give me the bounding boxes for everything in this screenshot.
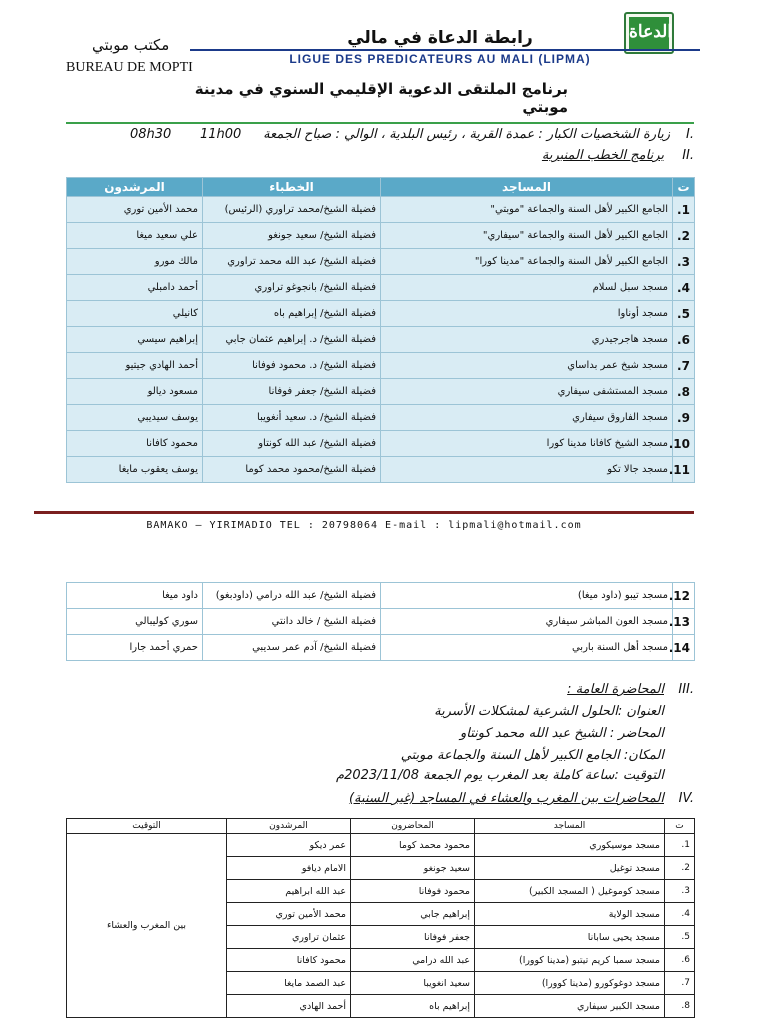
header-lecturer: المحاضرون	[351, 819, 475, 834]
guide-cell: كانيلي	[67, 301, 203, 327]
speaker-cell: فضيلة الشيخ / خالد دانتي	[203, 609, 381, 635]
guide-cell: محمد الأمين توري	[67, 197, 203, 223]
mosque-cell: مسجد دوغوكورو (مدينا كوورا)	[475, 972, 665, 995]
row-number: 1.	[665, 834, 695, 857]
guide-cell: علي سعيد ميغا	[67, 223, 203, 249]
header-num: ت	[665, 819, 695, 834]
guide-cell: الامام ديافو	[227, 857, 351, 880]
mosque-cell: مسجد موسيكوري	[475, 834, 665, 857]
table-row	[67, 609, 695, 635]
header-mosque: المساجد	[381, 178, 673, 197]
guide-cell: إبراهيم سيسي	[67, 327, 203, 353]
header-guide: المرشدون	[227, 819, 351, 834]
logo-text: الدعاة	[629, 17, 669, 49]
table-row	[67, 834, 695, 857]
guide-cell: داود ميغا	[67, 583, 203, 609]
section-text: برنامج الخطب المنبرية	[541, 148, 664, 163]
row-number: 11.	[673, 457, 695, 483]
section-number: IV.	[678, 791, 694, 806]
guide-cell: محمود كافانا	[67, 431, 203, 457]
speaker-cell: فضيلة الشيخ/ سعيد جونغو	[203, 223, 381, 249]
mosque-cell: مسجد سبل لسلام	[381, 275, 673, 301]
table-row	[67, 379, 695, 405]
table-header-row	[67, 178, 695, 197]
table-row	[67, 275, 695, 301]
office-french: BUREAU DE MOPTI	[66, 60, 193, 75]
header-num: ت	[673, 178, 695, 197]
speaker-cell: فضيلة الشيخ/محمد تراوري (الرئيس)	[203, 197, 381, 223]
section-lectures	[300, 791, 694, 809]
speaker-cell: فضيلة الشيخ/ عبد الله درامي (داودبغو)	[203, 583, 381, 609]
guide-cell: سوري كوليبالي	[67, 609, 203, 635]
guide-cell: أحمد الهادي جيتيو	[67, 353, 203, 379]
header-time: التوقيت	[67, 819, 227, 834]
row-number: 2.	[665, 857, 695, 880]
section-number: II.	[682, 148, 694, 163]
row-number: 5.	[673, 301, 695, 327]
guide-cell: مسعود ديالو	[67, 379, 203, 405]
mosque-cell: مسجد أوناوا	[381, 301, 673, 327]
header-rule	[190, 49, 700, 51]
arabic-org-name: رابطة الدعاة في مالي	[347, 28, 533, 48]
guide-cell: عبد الصمد مايغا	[227, 972, 351, 995]
table-row	[67, 249, 695, 275]
speaker-cell: فضيلة الشيخ/ جعفر فوفانا	[203, 379, 381, 405]
header-guide: المرشدون	[67, 178, 203, 197]
lipma-logo	[624, 12, 674, 54]
mosque-cell: مسجد الشيخ كافانا مدينا كورا	[381, 431, 673, 457]
page-footer: BAMAKO – YIRIMADIO TEL : 20798064 E-mail : lipmali@hotmail.com	[146, 520, 582, 531]
table-row	[67, 457, 695, 483]
mosque-cell: مسجد هاجرجيدري	[381, 327, 673, 353]
mosque-cell: مسجد توغيل	[475, 857, 665, 880]
guide-cell: محمود كافانا	[227, 949, 351, 972]
table-row	[67, 635, 695, 661]
lecturer-cell: عبد الله درامي	[351, 949, 475, 972]
row-number: 5.	[665, 926, 695, 949]
row-number: 1.	[673, 197, 695, 223]
speaker-cell: فضيلة الشيخ/ د. سعيد أنغويبا	[203, 405, 381, 431]
title-rule	[66, 122, 694, 124]
guide-cell: يوسف يعقوب مايغا	[67, 457, 203, 483]
lecturer-cell: جعفر فوفانا	[351, 926, 475, 949]
lecture-line: المحاضر : الشيخ عبد الله محمد كونتاو	[459, 726, 664, 741]
lecturer-cell: إبراهيم باه	[351, 995, 475, 1018]
section-lecture	[300, 682, 694, 700]
row-number: 4.	[665, 903, 695, 926]
table-row	[67, 327, 695, 353]
header-speaker: الخطباء	[203, 178, 381, 197]
section-number: I.	[686, 127, 694, 142]
row-number: 12.	[673, 583, 695, 609]
row-number: 10.	[673, 431, 695, 457]
mosque-cell: مسجد كوموغيل ( المسجد الكبير)	[475, 880, 665, 903]
guide-cell: محمد الأمين توري	[227, 903, 351, 926]
footer-rule	[34, 511, 694, 514]
mosque-cell: مسجد يحيى سابانا	[475, 926, 665, 949]
table-row	[67, 223, 695, 249]
row-number: 8.	[673, 379, 695, 405]
sermons-table-continued	[66, 582, 695, 661]
speaker-cell: فضيلة الشيخ/ عبد الله محمد تراوري	[203, 249, 381, 275]
speaker-cell: فضيلة الشيخ/ د. إبراهيم عثمان جابي	[203, 327, 381, 353]
mosque-cell: مسجد الكبير سيفاري	[475, 995, 665, 1018]
mosque-cell: الجامع الكبير لأهل السنة والجماعة "موبتي"	[381, 197, 673, 223]
table-row	[67, 301, 695, 327]
lecturer-cell: سعيد انغويبا	[351, 972, 475, 995]
row-number: 3.	[665, 880, 695, 903]
lecture-line: المكان: الجامع الكبير لأهل السنة والجماعة موبتي	[400, 748, 664, 763]
mosque-cell: مسجد سمبا كريم تيتبو (مدينا كوورا)	[475, 949, 665, 972]
mosque-cell: مسجد الولاية	[475, 903, 665, 926]
mosque-cell: مسجد العون المباشر سيفاري	[381, 609, 673, 635]
table-row	[67, 197, 695, 223]
mosque-cell: مسجد شيخ عمر بداساي	[381, 353, 673, 379]
lecturer-cell: إبراهيم جابي	[351, 903, 475, 926]
french-org-name: LIGUE DES PREDICATEURS AU MALI (LIPMA)	[289, 52, 591, 66]
guide-cell: عمر ديكو	[227, 834, 351, 857]
lecturer-cell: سعيد جونغو	[351, 857, 475, 880]
row-number: 7.	[673, 353, 695, 379]
speaker-cell: فضيلة الشيخ/ آدم عمر سديبي	[203, 635, 381, 661]
table-row	[67, 583, 695, 609]
section-text: زيارة الشخصيات الكبار : عمدة القرية ، رئيس البلدية ، الوالي : صباح الجمعة	[263, 127, 670, 142]
section-text: المحاضرات بين المغرب والعشاء في المساجد (غير السنية)	[348, 791, 664, 806]
guide-cell: أحمد دامبلي	[67, 275, 203, 301]
row-number: 2.	[673, 223, 695, 249]
lectures-table	[66, 818, 695, 1018]
mosque-cell: مسجد الفاروق سيفاري	[381, 405, 673, 431]
lecture-line: التوقيت :ساعة كاملة بعد المغرب يوم الجمعة 2023/11/08م	[336, 768, 664, 783]
row-number: 6.	[673, 327, 695, 353]
section-title: المحاضرة العامة :	[567, 682, 664, 697]
speaker-cell: فضيلة الشيخ/ د. محمود فوفانا	[203, 353, 381, 379]
guide-cell: أحمد الهادي	[227, 995, 351, 1018]
guide-cell: يوسف سيديبي	[67, 405, 203, 431]
lecturer-cell: محمود فوفانا	[351, 880, 475, 903]
section-number: III.	[678, 682, 694, 697]
sermons-table	[66, 177, 695, 483]
speaker-cell: فضيلة الشيخ/ إبراهيم باه	[203, 301, 381, 327]
speaker-cell: فضيلة الشيخ/محمود محمد كوما	[203, 457, 381, 483]
row-number: 4.	[673, 275, 695, 301]
speaker-cell: فضيلة الشيخ/ عبد الله كونتاو	[203, 431, 381, 457]
row-number: 8.	[665, 995, 695, 1018]
guide-cell: عثمان تراوري	[227, 926, 351, 949]
row-number: 13.	[673, 609, 695, 635]
mosque-cell: مسجد تيبو (داود ميغا)	[381, 583, 673, 609]
mosque-cell: مسجد المستشفى سيفاري	[381, 379, 673, 405]
mosque-cell: الجامع الكبير لأهل السنة والجماعة "سيفاري"	[381, 223, 673, 249]
table-row	[67, 353, 695, 379]
time-start: 11h00	[200, 127, 242, 142]
row-number: 3.	[673, 249, 695, 275]
mosque-cell: الجامع الكبير لأهل السنة والجماعة "مدينا كورا"	[381, 249, 673, 275]
mosque-cell: مسجد جالا تكو	[381, 457, 673, 483]
row-number: 14.	[673, 635, 695, 661]
row-number: 7.	[665, 972, 695, 995]
row-number: 9.	[673, 405, 695, 431]
section-sermons	[430, 148, 694, 166]
table-row	[67, 431, 695, 457]
time-cell: بين المغرب والعشاء	[67, 834, 227, 1018]
speaker-cell: فضيلة الشيخ/ بانجوغو تراوري	[203, 275, 381, 301]
time-end: 08h30	[130, 127, 172, 142]
mosque-cell: مسجد أهل السنة باربي	[381, 635, 673, 661]
header-mosque: المساجد	[475, 819, 665, 834]
table-row	[67, 405, 695, 431]
lecturer-cell: محمود محمد كوما	[351, 834, 475, 857]
office-arabic: مكتب موبتي	[92, 36, 170, 54]
section-visits	[130, 127, 694, 145]
program-title: برنامج الملتقى الدعوية الإقليمي السنوي في مدينة موبتي	[194, 80, 568, 116]
lecture-line: العنوان :الحلول الشرعية لمشكلات الأسرية	[434, 704, 664, 719]
guide-cell: مالك مورو	[67, 249, 203, 275]
guide-cell: عبد الله ابراهيم	[227, 880, 351, 903]
guide-cell: حمري أحمد جارا	[67, 635, 203, 661]
table-header-row	[67, 819, 695, 834]
row-number: 6.	[665, 949, 695, 972]
